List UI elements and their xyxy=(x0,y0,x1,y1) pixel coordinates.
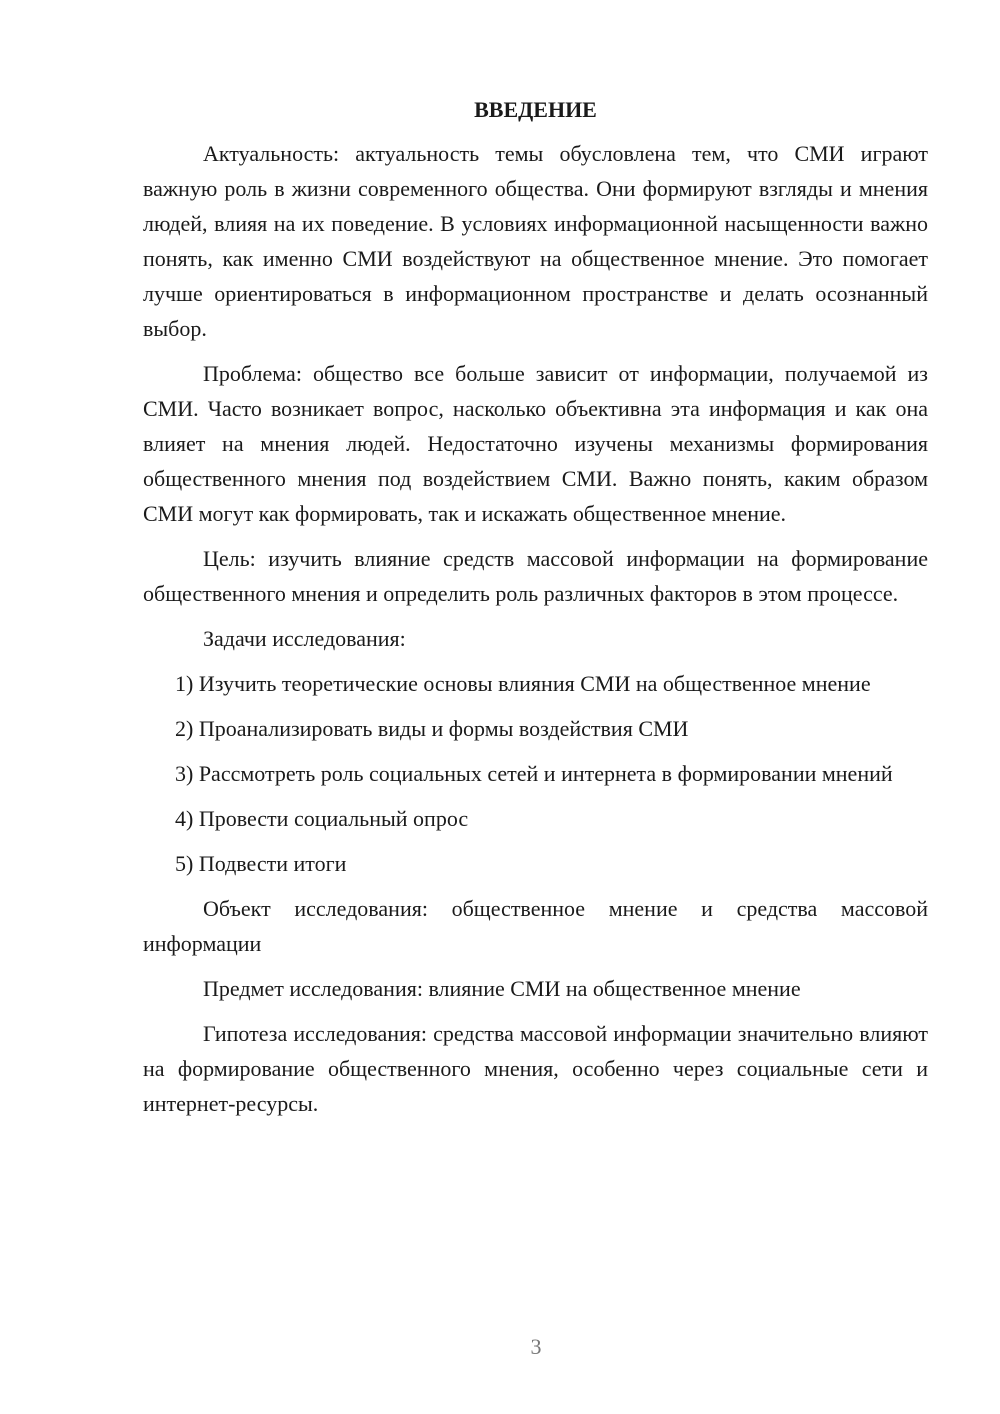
task-item-2: 2) Проанализировать виды и формы воздействия СМИ xyxy=(175,716,689,741)
page-number: 3 xyxy=(530,1334,542,1359)
paragraph-object: Объект исследования: общественное мнение и средства массовой информации xyxy=(143,896,928,956)
task-item-3: 3) Рассмотреть роль социальных сетей и интернета в формировании мнений xyxy=(175,761,893,786)
paragraph-goal: Цель: изучить влияние средств массовой информации на формирование общественного мнения и определить роль различных факторов в этом процессе. xyxy=(143,546,928,606)
task-item-4: 4) Провести социальный опрос xyxy=(175,806,469,831)
page-content xyxy=(143,95,928,1131)
task-item-1: 1) Изучить теоретические основы влияния СМИ на общественное мнение xyxy=(175,671,871,696)
tasks-heading: Задачи исследования: xyxy=(203,626,406,651)
paragraph-hypothesis: Гипотеза исследования: средства массовой информации значительно влияют на формирование общественного мнения, особенно через социальные сети и интернет-ресурсы. xyxy=(143,1021,928,1116)
paragraph-relevance: Актуальность: актуальность темы обусловлена тем, что СМИ играют важную роль в жизни современного общества. Они формируют взгляды и мнения людей, влияя на их поведение. В условиях информационной насыщенности важно понять, как именно СМИ воздействуют на общественное мнение. Это помогает лучше ориентироваться в информационном пространстве и делать осознанный выбор. xyxy=(143,141,928,341)
paragraph-subject: Предмет исследования: влияние СМИ на общественное мнение xyxy=(203,976,801,1001)
task-item-5: 5) Подвести итоги xyxy=(175,851,347,876)
page-title: ВВЕДЕНИЕ xyxy=(474,97,597,122)
paragraph-problem: Проблема: общество все больше зависит от информации, получаемой из СМИ. Часто возникает вопрос, насколько объективна эта информация и как она влияет на мнения людей. Недостаточно изучены механизмы формирования общественного мнения под воздействием СМИ. Важно понять, каким образом СМИ могут как формировать, так и искажать общественное мнение. xyxy=(143,361,928,526)
